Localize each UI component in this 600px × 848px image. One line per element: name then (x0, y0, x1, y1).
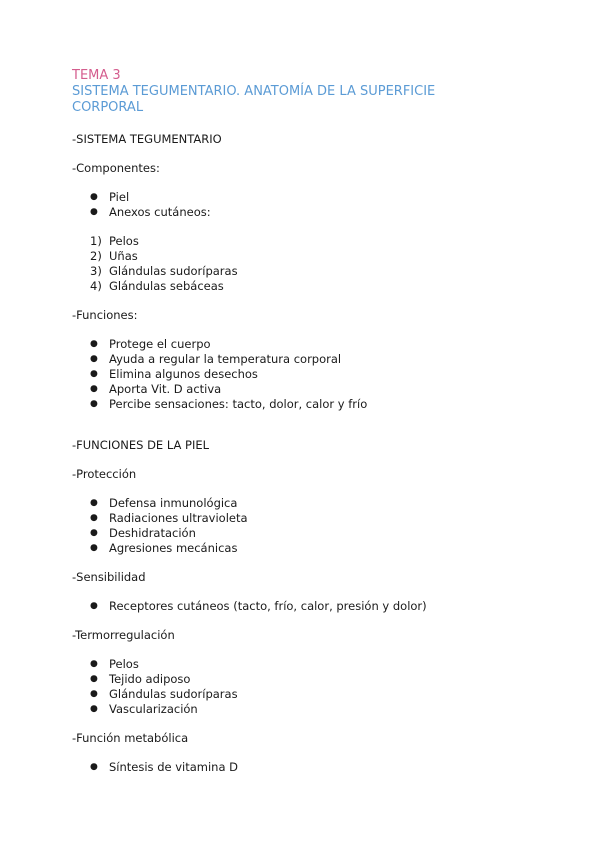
list-item: 2) Uñas (90, 249, 138, 263)
bullet-icon: ● (90, 704, 98, 714)
list-item: ● Síntesis de vitamina D (90, 760, 239, 774)
bullet-icon: ● (90, 659, 98, 669)
bullet-icon: ● (90, 192, 98, 202)
list-item: ● Aporta Vit. D activa (90, 382, 222, 396)
bullet-icon: ● (90, 689, 98, 699)
proteccion-list (72, 496, 542, 556)
bullet-icon: ● (90, 528, 98, 538)
list-item: ● Ayuda a regular la temperatura corporal (90, 352, 342, 366)
list-item: ● Glándulas sudoríparas (90, 687, 238, 701)
anexos-list (72, 234, 542, 294)
heading-componentes: -Componentes: (72, 161, 160, 175)
list-item: ● Elimina algunos desechos (90, 367, 258, 381)
bullet-icon: ● (90, 601, 98, 611)
bullet-icon: ● (90, 674, 98, 684)
heading-funcion-metabolica: -Función metabólica (72, 731, 189, 745)
heading-funciones: -Funciones: (72, 308, 138, 322)
list-item: 3) Glándulas sudoríparas (90, 264, 238, 278)
bullet-icon: ● (90, 339, 98, 349)
sensibilidad-list (72, 599, 542, 614)
list-item: ● Receptores cutáneos (tacto, frío, calor, presión y dolor) (90, 599, 427, 613)
bullet-icon: ● (90, 207, 98, 217)
list-item: ● Vascularización (90, 702, 198, 716)
heading-termorregulacion: -Termorregulación (72, 628, 175, 642)
list-item: ● Tejido adiposo (90, 672, 191, 686)
bullet-icon: ● (90, 399, 98, 409)
list-item: ● Radiaciones ultravioleta (90, 511, 248, 525)
tema-label: TEMA 3 (72, 68, 121, 83)
list-item: ● Pelos (90, 657, 139, 671)
list-item: 1) Pelos (90, 234, 139, 248)
bullet-icon: ● (90, 543, 98, 553)
document-page (72, 68, 542, 775)
title-line-1: SISTEMA TEGUMENTARIO. ANATOMÍA DE LA SUPERFICIE (72, 84, 436, 99)
list-item: ● Agresiones mecánicas (90, 541, 238, 555)
funciones-list (72, 337, 542, 412)
list-item: ● Piel (90, 190, 130, 204)
list-item: ● Deshidratación (90, 526, 196, 540)
metabolica-list (72, 760, 542, 775)
bullet-icon: ● (90, 513, 98, 523)
section-sistema-tegumentario: -SISTEMA TEGUMENTARIO (72, 132, 222, 146)
list-item: ● Percibe sensaciones: tacto, dolor, calor y frío (90, 397, 368, 411)
title-line-2: CORPORAL (72, 100, 144, 115)
list-item: ● Defensa inmunológica (90, 496, 238, 510)
list-item: ● Anexos cutáneos: (90, 205, 211, 219)
list-item: 4) Glándulas sebáceas (90, 279, 224, 293)
list-item: ● Protege el cuerpo (90, 337, 211, 351)
heading-proteccion: -Protección (72, 467, 137, 481)
bullet-icon: ● (90, 498, 98, 508)
bullet-icon: ● (90, 369, 98, 379)
section-funciones-piel: -FUNCIONES DE LA PIEL (72, 438, 210, 452)
bullet-icon: ● (90, 354, 98, 364)
componentes-list (72, 190, 542, 220)
bullet-icon: ● (90, 762, 98, 772)
heading-sensibilidad: -Sensibilidad (72, 570, 146, 584)
bullet-icon: ● (90, 384, 98, 394)
termo-list (72, 657, 542, 717)
